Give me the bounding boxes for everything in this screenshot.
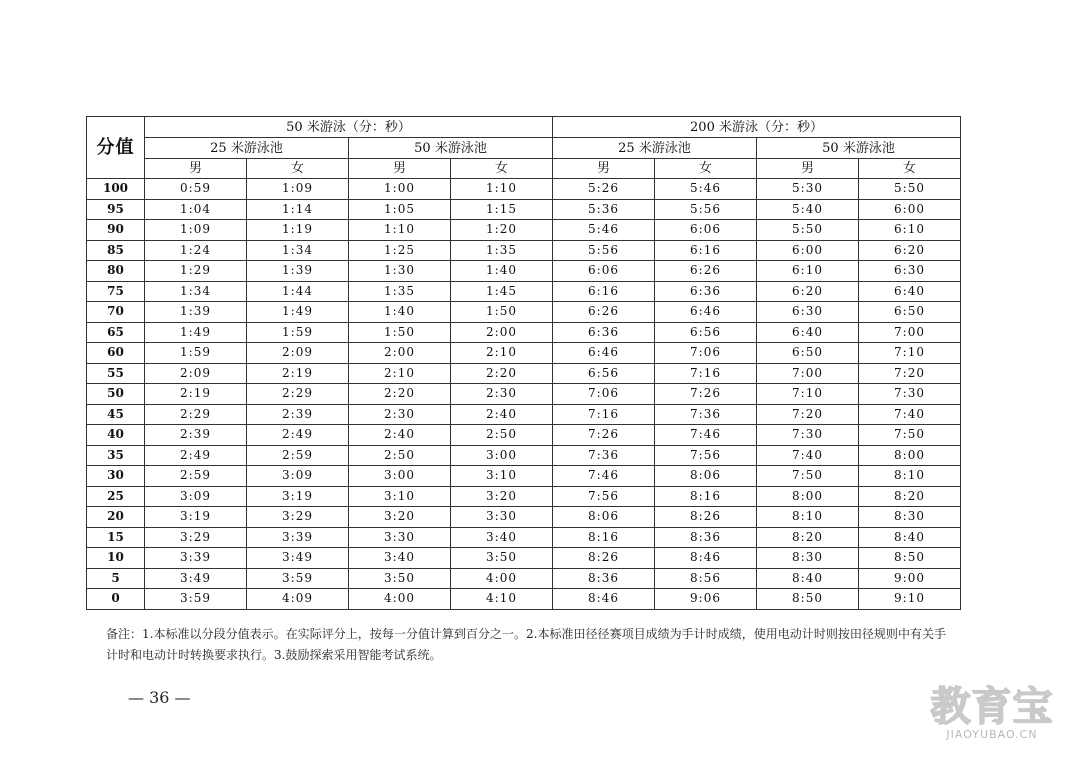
time-cell: 7:06 [553,384,655,405]
score-cell: 35 [87,445,145,466]
time-cell: 1:35 [349,281,451,302]
time-cell: 5:46 [655,179,757,200]
page-number: — 36 — [128,688,191,707]
time-cell: 9:10 [859,589,961,610]
table-row [87,589,961,610]
time-cell: 2:50 [349,445,451,466]
time-cell: 1:05 [349,199,451,220]
time-cell: 1:34 [145,281,247,302]
score-cell: 70 [87,302,145,323]
time-cell: 3:20 [349,507,451,528]
time-cell: 3:09 [247,466,349,487]
time-cell: 3:30 [451,507,553,528]
time-cell: 7:46 [655,425,757,446]
table-row [87,240,961,261]
time-cell: 8:56 [655,568,757,589]
time-cell: 5:50 [859,179,961,200]
time-cell: 6:36 [553,322,655,343]
table-row [87,568,961,589]
time-cell: 8:00 [757,486,859,507]
pool-header: 50 米游泳池 [757,138,961,159]
time-cell: 6:46 [553,343,655,364]
time-cell: 7:50 [859,425,961,446]
time-cell: 2:40 [349,425,451,446]
time-cell: 8:26 [553,548,655,569]
time-cell: 4:10 [451,589,553,610]
time-cell: 3:00 [349,466,451,487]
time-cell: 1:00 [349,179,451,200]
score-cell: 25 [87,486,145,507]
time-cell: 2:59 [145,466,247,487]
time-cell: 7:50 [757,466,859,487]
table-row [87,466,961,487]
table-row [87,384,961,405]
time-cell: 7:36 [655,404,757,425]
time-cell: 2:19 [145,384,247,405]
score-cell: 55 [87,363,145,384]
time-cell: 1:10 [349,220,451,241]
time-cell: 6:46 [655,302,757,323]
score-cell: 90 [87,220,145,241]
time-cell: 6:00 [757,240,859,261]
table-row [87,445,961,466]
time-cell: 8:50 [859,548,961,569]
time-cell: 1:35 [451,240,553,261]
time-cell: 1:49 [145,322,247,343]
time-cell: 1:45 [451,281,553,302]
table-row [87,322,961,343]
time-cell: 3:20 [451,486,553,507]
time-cell: 2:39 [145,425,247,446]
time-cell: 5:30 [757,179,859,200]
table-row [87,343,961,364]
score-cell: 10 [87,548,145,569]
time-cell: 7:20 [757,404,859,425]
time-cell: 2:19 [247,363,349,384]
time-cell: 1:30 [349,261,451,282]
score-cell: 5 [87,568,145,589]
time-cell: 3:29 [247,507,349,528]
time-cell: 1:09 [145,220,247,241]
time-cell: 6:40 [757,322,859,343]
time-cell: 2:39 [247,404,349,425]
time-cell: 6:06 [553,261,655,282]
time-cell: 3:19 [247,486,349,507]
swimming-score-table [86,116,961,610]
time-cell: 6:16 [553,281,655,302]
time-cell: 1:50 [451,302,553,323]
time-cell: 1:24 [145,240,247,261]
group-header-50m: 50 米游泳（分：秒） [145,117,553,138]
time-cell: 7:26 [553,425,655,446]
time-cell: 3:39 [247,527,349,548]
table-row [87,404,961,425]
time-cell: 8:20 [757,527,859,548]
time-cell: 1:09 [247,179,349,200]
time-cell: 7:00 [859,322,961,343]
time-cell: 8:36 [655,527,757,548]
time-cell: 6:20 [757,281,859,302]
time-cell: 2:20 [451,363,553,384]
time-cell: 3:40 [451,527,553,548]
time-cell: 2:10 [349,363,451,384]
gender-header-female: 女 [655,159,757,179]
time-cell: 4:00 [349,589,451,610]
time-cell: 8:00 [859,445,961,466]
gender-header-male: 男 [757,159,859,179]
time-cell: 1:44 [247,281,349,302]
time-cell: 6:36 [655,281,757,302]
time-cell: 8:16 [553,527,655,548]
score-cell: 40 [87,425,145,446]
score-cell: 0 [87,589,145,610]
score-cell: 65 [87,322,145,343]
time-cell: 1:39 [145,302,247,323]
time-cell: 7:06 [655,343,757,364]
time-cell: 6:40 [859,281,961,302]
time-cell: 7:10 [757,384,859,405]
time-cell: 7:16 [553,404,655,425]
time-cell: 7:40 [757,445,859,466]
time-cell: 2:30 [451,384,553,405]
score-column-header: 分值 [87,117,145,179]
time-cell: 7:16 [655,363,757,384]
score-cell: 20 [87,507,145,528]
time-cell: 8:40 [859,527,961,548]
time-cell: 2:10 [451,343,553,364]
time-cell: 6:50 [757,343,859,364]
time-cell: 8:46 [553,589,655,610]
score-cell: 60 [87,343,145,364]
time-cell: 3:59 [247,568,349,589]
time-cell: 3:59 [145,589,247,610]
score-cell: 85 [87,240,145,261]
time-cell: 4:09 [247,589,349,610]
time-cell: 1:39 [247,261,349,282]
score-cell: 80 [87,261,145,282]
score-cell: 50 [87,384,145,405]
time-cell: 1:59 [145,343,247,364]
score-cell: 95 [87,199,145,220]
time-cell: 5:40 [757,199,859,220]
time-cell: 5:36 [553,199,655,220]
time-cell: 8:10 [757,507,859,528]
time-cell: 7:26 [655,384,757,405]
time-cell: 6:50 [859,302,961,323]
time-cell: 3:29 [145,527,247,548]
time-cell: 8:40 [757,568,859,589]
time-cell: 1:29 [145,261,247,282]
gender-header-male: 男 [145,159,247,179]
time-cell: 8:16 [655,486,757,507]
time-cell: 2:40 [451,404,553,425]
watermark-url: JIAOYUBAO.CN [946,728,1038,741]
time-cell: 1:15 [451,199,553,220]
time-cell: 5:46 [553,220,655,241]
time-cell: 1:20 [451,220,553,241]
time-cell: 7:00 [757,363,859,384]
table-row [87,486,961,507]
time-cell: 3:50 [349,568,451,589]
time-cell: 5:56 [655,199,757,220]
time-cell: 9:06 [655,589,757,610]
time-cell: 8:30 [859,507,961,528]
time-cell: 8:26 [655,507,757,528]
table-row [87,261,961,282]
pool-header: 50 米游泳池 [349,138,553,159]
time-cell: 6:30 [757,302,859,323]
gender-header-female: 女 [859,159,961,179]
time-cell: 3:00 [451,445,553,466]
table-header [87,117,961,179]
time-cell: 1:04 [145,199,247,220]
time-cell: 1:10 [451,179,553,200]
time-cell: 2:09 [145,363,247,384]
time-cell: 6:30 [859,261,961,282]
table-body [87,179,961,610]
watermark-text: 教育宝 [930,684,1054,730]
time-cell: 8:46 [655,548,757,569]
score-cell: 15 [87,527,145,548]
gender-header-female: 女 [451,159,553,179]
time-cell: 4:00 [451,568,553,589]
table-row [87,281,961,302]
time-cell: 6:10 [757,261,859,282]
score-cell: 45 [87,404,145,425]
time-cell: 2:59 [247,445,349,466]
time-cell: 7:46 [553,466,655,487]
pool-header: 25 米游泳池 [553,138,757,159]
time-cell: 2:09 [247,343,349,364]
time-cell: 5:50 [757,220,859,241]
time-cell: 6:00 [859,199,961,220]
pool-header: 25 米游泳池 [145,138,349,159]
time-cell: 2:50 [451,425,553,446]
time-cell: 2:00 [451,322,553,343]
time-cell: 3:10 [451,466,553,487]
time-cell: 3:09 [145,486,247,507]
score-cell: 75 [87,281,145,302]
time-cell: 6:26 [655,261,757,282]
time-cell: 3:49 [247,548,349,569]
score-cell: 100 [87,179,145,200]
time-cell: 1:40 [349,302,451,323]
table-row [87,179,961,200]
time-cell: 3:30 [349,527,451,548]
time-cell: 2:49 [145,445,247,466]
time-cell: 7:30 [859,384,961,405]
time-cell: 8:36 [553,568,655,589]
footnote: 备注：1.本标准以分段分值表示。在实际评分上，按每一分值计算到百分之一。2.本标准田径径赛项目成绩为手计时成绩，使用电动计时则按田径规则中有关手计时和电动计时转换要求执行。3.鼓励探索采用智能考试系统。 [106,627,946,662]
gender-header-male: 男 [553,159,655,179]
time-cell: 6:26 [553,302,655,323]
time-cell: 2:00 [349,343,451,364]
time-cell: 1:40 [451,261,553,282]
time-cell: 3:19 [145,507,247,528]
time-cell: 1:25 [349,240,451,261]
table-row [87,548,961,569]
table-row [87,507,961,528]
time-cell: 6:56 [655,322,757,343]
gender-header-male: 男 [349,159,451,179]
time-cell: 8:30 [757,548,859,569]
time-cell: 2:20 [349,384,451,405]
time-cell: 5:26 [553,179,655,200]
time-cell: 8:10 [859,466,961,487]
time-cell: 6:20 [859,240,961,261]
time-cell: 7:20 [859,363,961,384]
score-cell: 30 [87,466,145,487]
time-cell: 0:59 [145,179,247,200]
table-row [87,425,961,446]
time-cell: 6:10 [859,220,961,241]
time-cell: 3:39 [145,548,247,569]
time-cell: 1:49 [247,302,349,323]
time-cell: 8:20 [859,486,961,507]
time-cell: 7:40 [859,404,961,425]
time-cell: 2:30 [349,404,451,425]
time-cell: 1:34 [247,240,349,261]
time-cell: 7:56 [553,486,655,507]
table-row [87,220,961,241]
table-row [87,363,961,384]
time-cell: 3:40 [349,548,451,569]
time-cell: 3:49 [145,568,247,589]
time-cell: 7:56 [655,445,757,466]
time-cell: 3:50 [451,548,553,569]
time-cell: 8:06 [655,466,757,487]
time-cell: 1:14 [247,199,349,220]
time-cell: 1:19 [247,220,349,241]
time-cell: 7:30 [757,425,859,446]
table-row [87,527,961,548]
watermark-logo [918,686,1066,746]
time-cell: 2:29 [247,384,349,405]
time-cell: 6:06 [655,220,757,241]
time-cell: 6:56 [553,363,655,384]
group-header-200m: 200 米游泳（分：秒） [553,117,961,138]
time-cell: 5:56 [553,240,655,261]
time-cell: 8:50 [757,589,859,610]
time-cell: 2:29 [145,404,247,425]
time-cell: 2:49 [247,425,349,446]
time-cell: 1:59 [247,322,349,343]
time-cell: 9:00 [859,568,961,589]
table-row [87,302,961,323]
time-cell: 6:16 [655,240,757,261]
table-row [87,199,961,220]
time-cell: 7:10 [859,343,961,364]
gender-header-female: 女 [247,159,349,179]
time-cell: 7:36 [553,445,655,466]
time-cell: 3:10 [349,486,451,507]
time-cell: 1:50 [349,322,451,343]
time-cell: 8:06 [553,507,655,528]
